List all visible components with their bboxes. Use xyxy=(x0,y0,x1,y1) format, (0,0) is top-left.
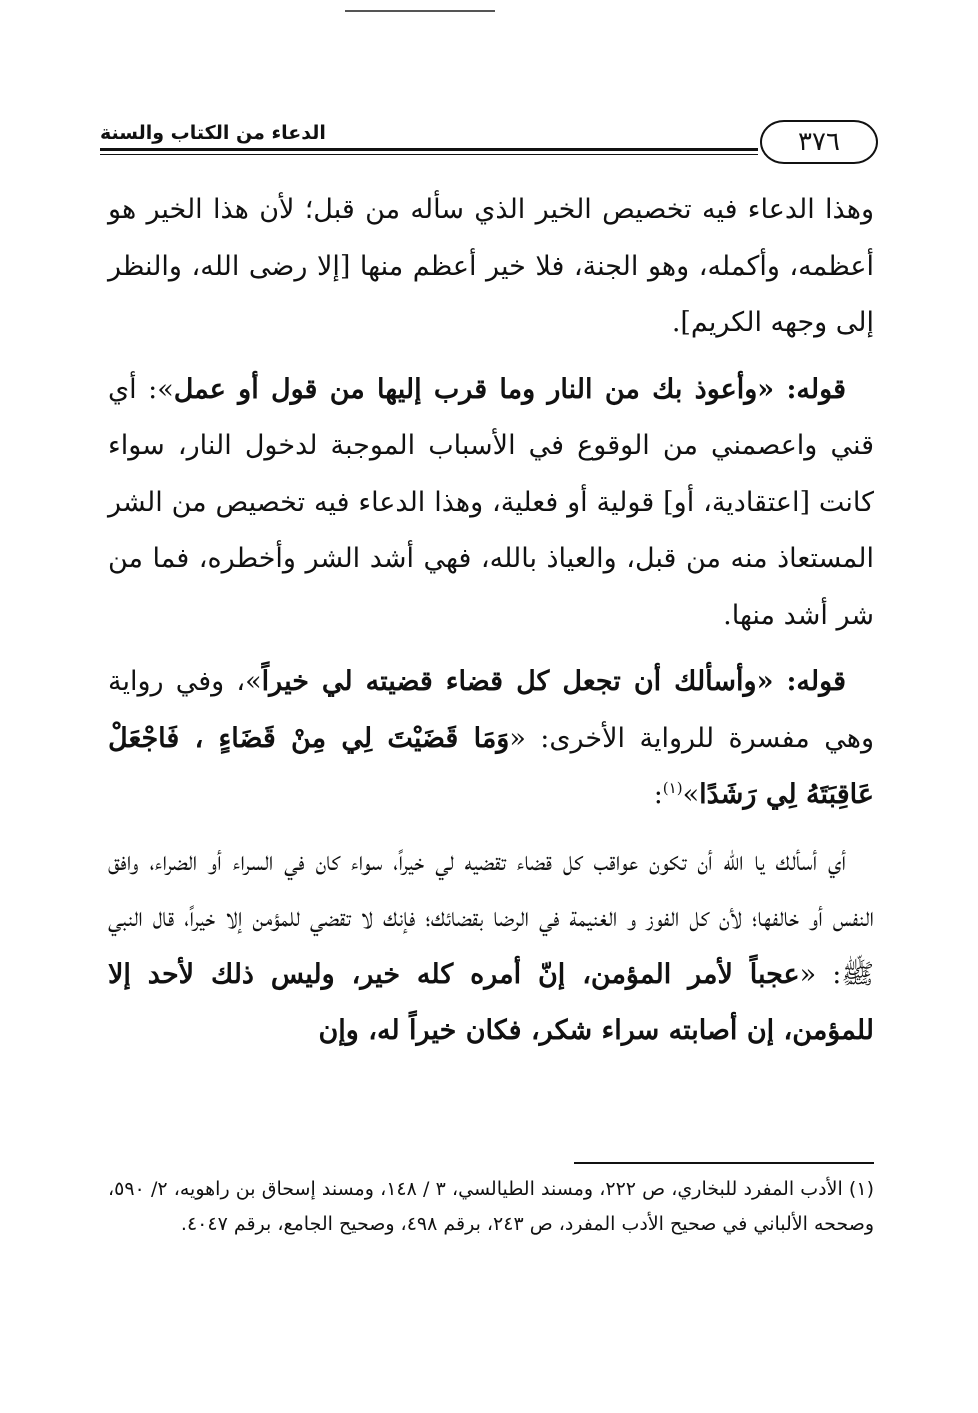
header-rule xyxy=(100,148,758,151)
page-header xyxy=(100,112,878,172)
page-body xyxy=(108,182,874,1070)
paragraph-3-lead: قوله: « xyxy=(756,666,846,697)
page-number: ٣٧٦ xyxy=(760,120,878,164)
footnote-ref: (١) xyxy=(662,779,683,797)
paragraph-3-text: »، وفي رواية وهي مفسرة للرواية الأخرى: « xyxy=(108,666,874,754)
footnote-rule xyxy=(574,1162,874,1164)
hadith-quote: وأسألك أن تجعل كل قضاء قضيته لي خيراً xyxy=(261,666,757,697)
running-title: الدعاء من الكتاب والسنة xyxy=(100,122,326,144)
header-rule-thin xyxy=(100,154,758,155)
paragraph-4 xyxy=(108,834,874,1060)
top-rule xyxy=(345,10,495,12)
paragraph-2 xyxy=(108,362,874,645)
footnote-1: (١) الأدب المفرد للبخاري، ص ٢٢٢، ومسند الطيالسي، ٣ / ١٤٨، ومسند إسحاق بن راهويه، ٢/ ٥٩٠، وصححه الألباني في صحيح الأدب المفرد، ص ٢٤٣، برقم ٤٩٨، وصحيح الجامع، برقم ٤٠٤٧. xyxy=(108,1178,874,1235)
paragraph-2-lead: قوله: « xyxy=(757,373,846,405)
paragraph-1: وهذا الدعاء فيه تخصيص الخير الذي سأله من قبل؛ لأن هذا الخير هو أعظمه، وأكمله، وهو الجنة، فلا خير أعظم منها [إلا رضى الله، والنظر إلى وجهه الكريم]. xyxy=(108,194,874,338)
hadith-quote: وأعوذ بك من النار وما قرب إليها من قول أو عمل xyxy=(173,373,758,405)
paragraph-4-text: أي أسألك يا الله أن تكون عواقب كل قضاء تقضيه لي خيراً، سواء كان في السراء أو الضراء، وافق النفس أو خالفها؛ لأن كل الفوز و الغنيمة في الرضا بقضائك؛ فإنك لا تقضي للمؤمن إلا خيراً، قال النبي ﷺ: « xyxy=(108,845,874,990)
hadith-quote-2: وَمَا قَضَيْتَ لِي مِنْ قَضَاءٍ ، فَاجْعَلْ عَاقِبَتَهُ لِي رَشَدًا xyxy=(108,722,874,810)
quote-close: » xyxy=(682,779,700,810)
paragraph-3-end: : xyxy=(653,779,663,810)
paragraph-3 xyxy=(108,654,874,824)
paragraph-2-text: »: أي قني واعصمني من الوقوع في الأسباب الموجبة لدخول النار، سواء كانت [اعتقادية، أو] قولية أو فعلية، وهذا الدعاء فيه تخصيص من الشر المستعاذ منه من قبل، والعياذ بالله، فهي أشد الشر وأخطره، فما من شر أشد منها. xyxy=(108,373,874,631)
hadith-quote-3: عجباً لأمر المؤمن، إنّ أمره كله خير، وليس ذلك لأحد إلا للمؤمن، إن أصابته سراء شكر، فكان خيراً له، وإن xyxy=(108,958,874,1046)
footnotes xyxy=(108,1172,874,1242)
